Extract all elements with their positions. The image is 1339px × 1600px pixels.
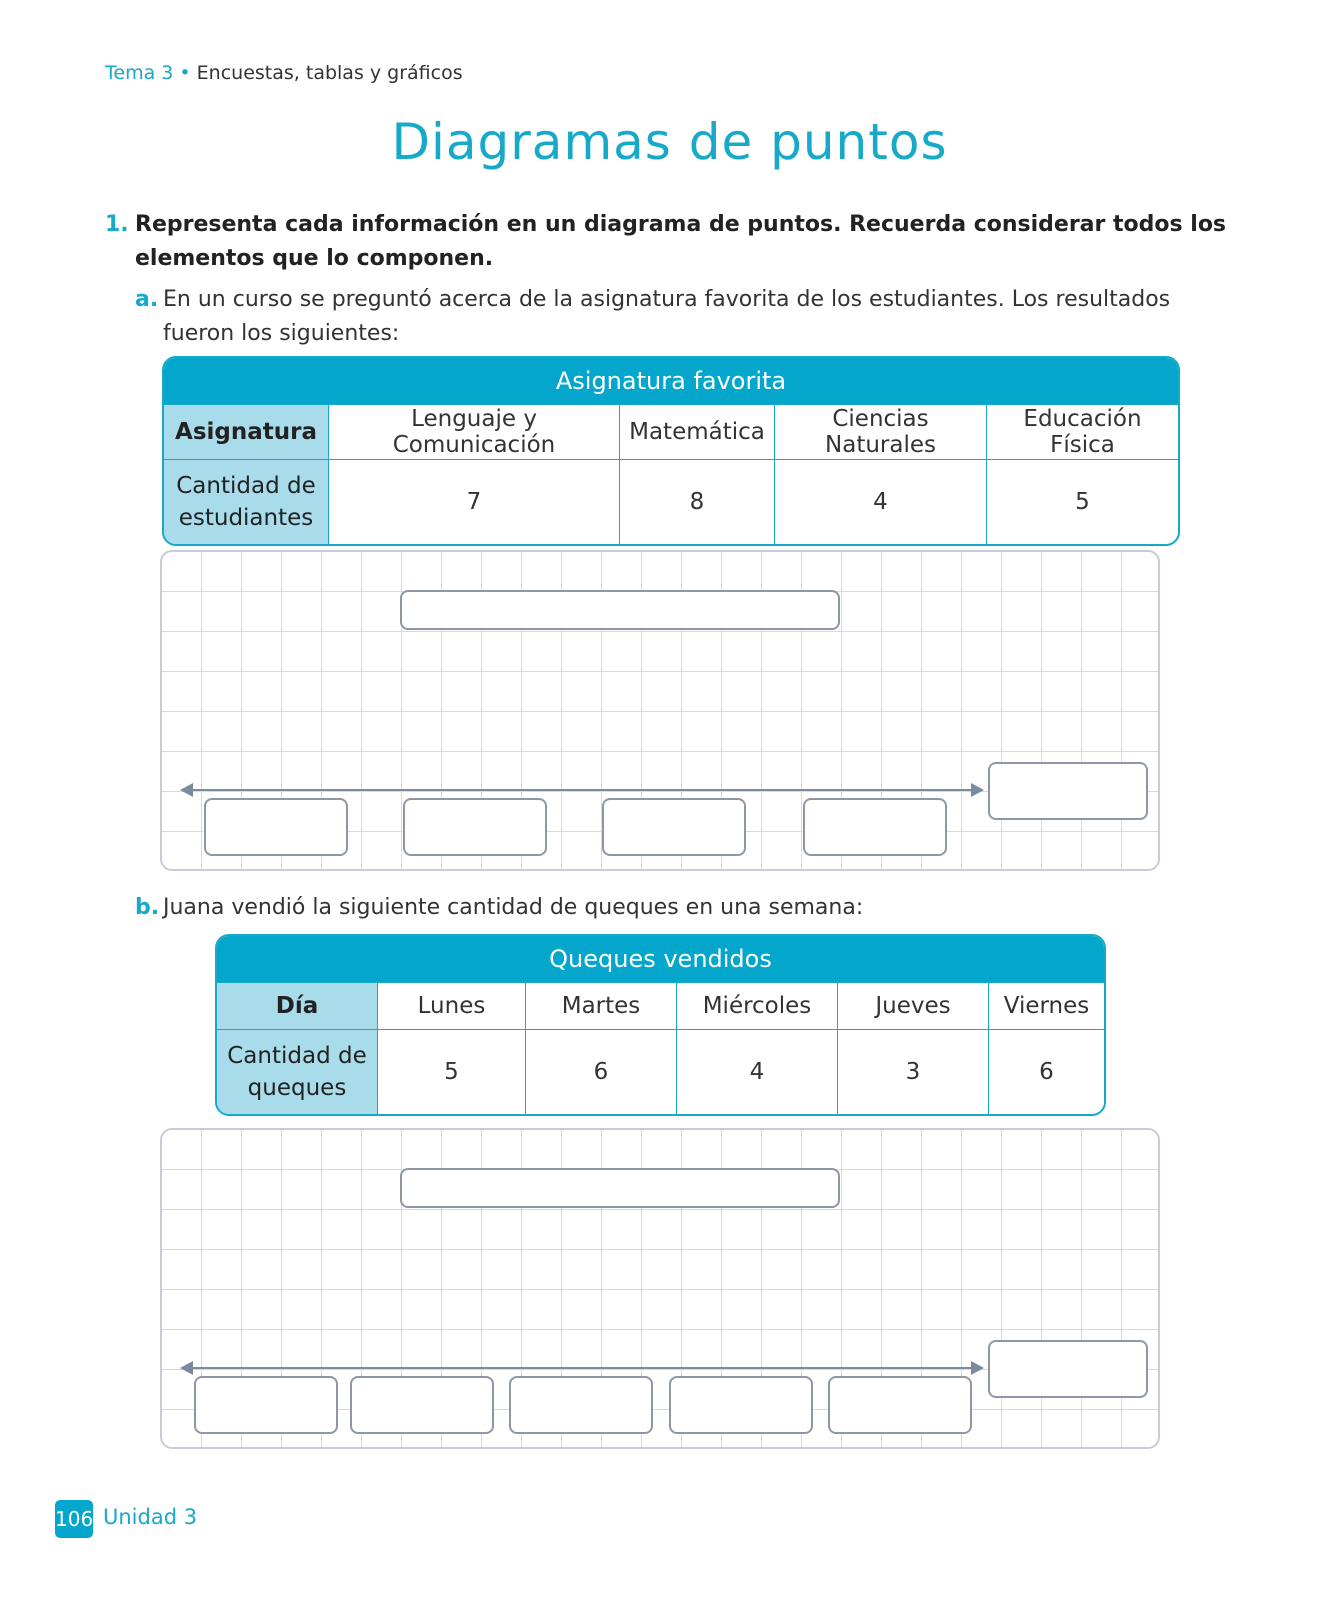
question-1 xyxy=(105,208,1235,276)
part-b-letter: b. xyxy=(135,895,160,920)
category-answer-box[interactable] xyxy=(509,1376,653,1434)
column-header: Matemática xyxy=(619,404,774,459)
dot-plot-grid-a xyxy=(160,550,1160,871)
cakes-sold-table xyxy=(215,934,1106,1116)
table-cell-value: 6 xyxy=(525,1029,676,1114)
topic-label: Tema 3 xyxy=(105,62,174,84)
category-answer-box[interactable] xyxy=(803,798,947,856)
column-header: Ciencias Naturales xyxy=(774,404,986,459)
column-header: Jueves xyxy=(837,982,988,1029)
table-caption: Asignatura favorita xyxy=(164,358,1178,404)
category-answer-box[interactable] xyxy=(828,1376,972,1434)
part-a-letter: a. xyxy=(135,287,159,312)
row-header-subject: Asignatura xyxy=(164,404,328,459)
column-header: Lenguaje y Comunicación xyxy=(328,404,619,459)
part-a-text: En un curso se preguntó acerca de la asignatura favorita de los estudiantes. Los resultados fueron los siguientes: xyxy=(163,287,1171,346)
row-header-count: Cantidad de queques xyxy=(217,1029,377,1114)
category-answer-box[interactable] xyxy=(602,798,746,856)
axis-label-answer-box[interactable] xyxy=(988,762,1148,820)
column-header: Martes xyxy=(525,982,676,1029)
column-header: Educación Física xyxy=(986,404,1178,459)
horizontal-axis-arrow xyxy=(184,1367,980,1369)
question-number: 1. xyxy=(105,212,129,237)
category-answer-box[interactable] xyxy=(403,798,547,856)
part-a-statement xyxy=(135,283,1185,351)
table-cell-value: 5 xyxy=(377,1029,525,1114)
question-text: Representa cada información en un diagrama de puntos. Recuerda considerar todos los elementos que lo componen. xyxy=(135,212,1227,271)
page-title: Diagramas de puntos xyxy=(391,113,948,171)
axis-label-answer-box[interactable] xyxy=(988,1340,1148,1398)
dot-plot-grid-b xyxy=(160,1128,1160,1449)
category-answer-box[interactable] xyxy=(194,1376,338,1434)
title-answer-box[interactable] xyxy=(400,1168,840,1208)
table-cell-value: 3 xyxy=(837,1029,988,1114)
part-b-text: Juana vendió la siguiente cantidad de queques en una semana: xyxy=(163,895,864,920)
favorite-subject-table xyxy=(162,356,1180,546)
header-topic xyxy=(105,62,463,84)
column-header: Lunes xyxy=(377,982,525,1029)
part-b-statement xyxy=(135,891,1185,925)
column-header: Viernes xyxy=(988,982,1104,1029)
row-header-count: Cantidad de estudiantes xyxy=(164,459,328,544)
table-caption: Queques vendidos xyxy=(217,936,1104,982)
title-answer-box[interactable] xyxy=(400,590,840,630)
topic-subtitle: Encuestas, tablas y gráficos xyxy=(196,62,463,84)
category-answer-box[interactable] xyxy=(669,1376,813,1434)
table-cell-value: 4 xyxy=(774,459,986,544)
table-cell-value: 7 xyxy=(328,459,619,544)
column-header: Miércoles xyxy=(676,982,837,1029)
category-answer-box[interactable] xyxy=(350,1376,494,1434)
category-answer-box[interactable] xyxy=(204,798,348,856)
table-cell-value: 5 xyxy=(986,459,1178,544)
horizontal-axis-arrow xyxy=(184,789,980,791)
table-cell-value: 8 xyxy=(619,459,774,544)
topic-separator: • xyxy=(179,62,191,84)
table-cell-value: 4 xyxy=(676,1029,837,1114)
unit-label: Unidad 3 xyxy=(103,1505,198,1529)
row-header-day: Día xyxy=(217,982,377,1029)
table-cell-value: 6 xyxy=(988,1029,1104,1114)
page-number: 106 xyxy=(55,1500,93,1538)
